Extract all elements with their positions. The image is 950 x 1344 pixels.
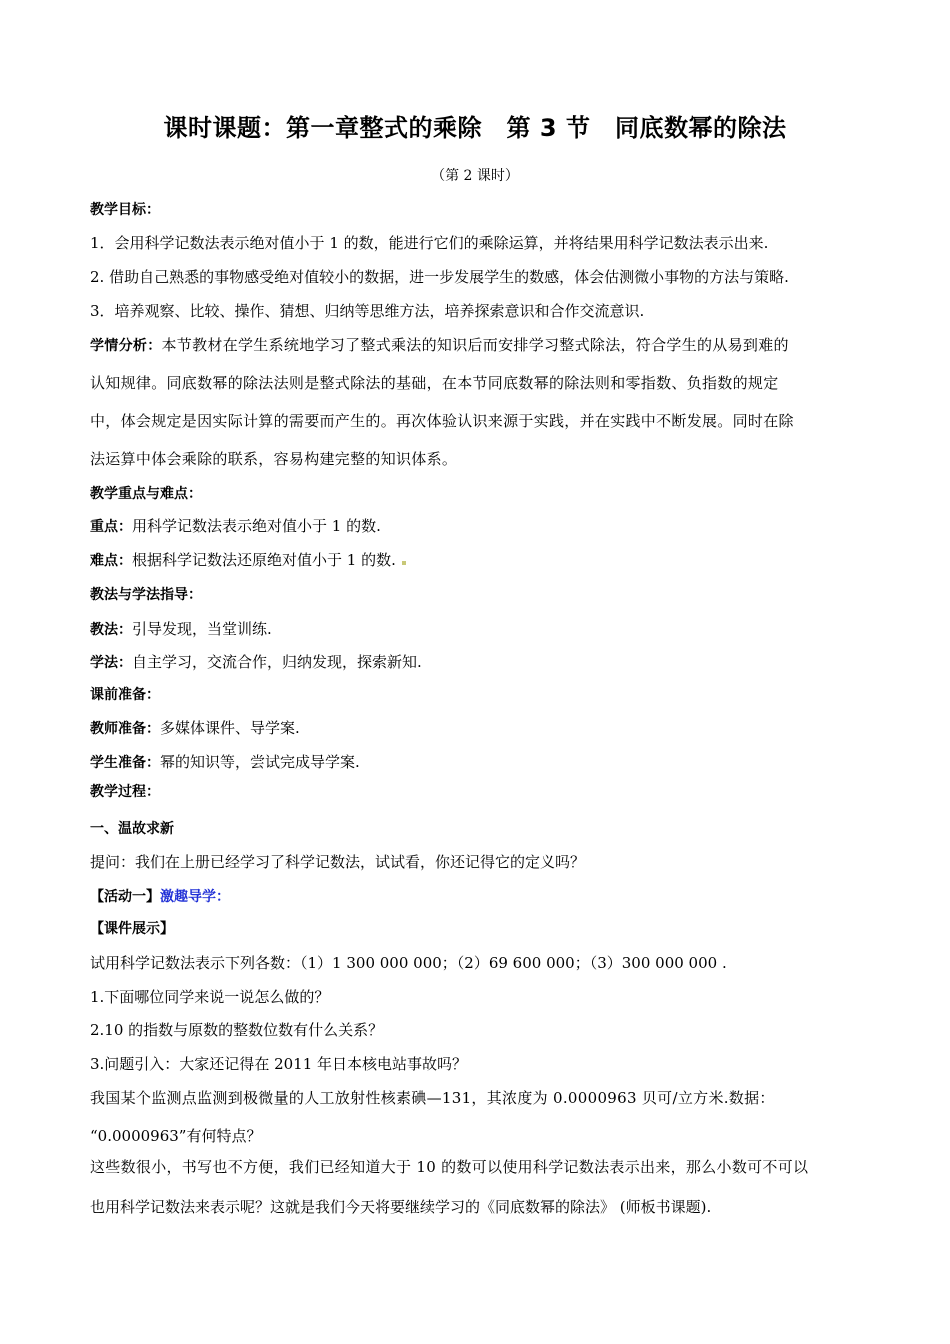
goal-item-1: 1．会用科学记数法表示绝对值小于 1 的数，能进行它们的乘除运算，并将结果用科学记数法表示出来. (90, 234, 769, 252)
activity-line (90, 886, 230, 907)
lesson-period: （第 2 课时） (431, 168, 519, 184)
analysis-line-2: 认知规律。同底数幂的除法法则是整式除法的基础，在本节同底数幂的除法则和零指数、负指数的规定 (90, 374, 779, 392)
analysis-line-3: 中，体会规定是因实际计算的需要而产生的。再次体验认识来源于实践，并在实践中不断发展。同时在除 (90, 412, 794, 430)
teach-line (90, 619, 272, 640)
teacher-prep-text: 多媒体课件、导学案. (160, 719, 300, 737)
focus-text: 用科学记数法表示绝对值小于 1 的数. (132, 517, 381, 535)
teacher-prep-label: 教师准备： (90, 721, 160, 737)
question-1: 1.下面哪位同学来说一说怎么做的？ (90, 988, 330, 1006)
page-title: 课时课题：第一章整式的乘除 第 3 节 同底数幂的除法 (163, 114, 787, 142)
question-3: 3.问题引入：大家还记得在 2011 年日本核电站事故吗？ (90, 1055, 468, 1073)
teacher-prep-line (90, 718, 300, 739)
activity-label: 【活动一】 (90, 889, 160, 905)
student-prep-line (90, 752, 360, 773)
analysis-heading: 学情分析： (90, 338, 162, 354)
methods-heading: 教法与学法指导： (90, 587, 202, 603)
stray-mark (402, 561, 406, 565)
goal-item-2: 2. 借助自己熟悉的事物感受绝对值较小的数据，进一步发展学生的数感，体会估测微小事物的方法与策略. (90, 268, 789, 286)
story-line-4: 也用科学记数法来表示呢？这就是我们今天将要继续学习的《同底数幂的除法》 (师板书课题). (90, 1198, 712, 1216)
story-line-3: 这些数很小，书写也不方便，我们已经知道大于 10 的数可以使用科学记数法表示出来，那么小数可不可以 (90, 1158, 809, 1176)
question-2: 2.10 的指数与原数的整数位数有什么关系？ (90, 1021, 384, 1039)
review-question: 提问：我们在上册已经学习了科学记数法，试试看，你还记得它的定义吗？ (90, 853, 586, 871)
goal-item-3: 3．培养观察、比较、操作、猜想、归纳等思维方法，培养探索意识和合作交流意识. (90, 302, 645, 320)
focus-line (90, 516, 381, 537)
learn-text: 自主学习，交流合作，归纳发现，探索新知. (132, 653, 422, 671)
prep-heading: 课前准备： (90, 687, 160, 703)
teach-label: 教法： (90, 622, 132, 638)
difficulty-line (90, 550, 406, 571)
story-line-1: 我国某个监测点监测到极微量的人工放射性核素碘—131，其浓度为 0.0000963 贝可/立方米.数据： (90, 1089, 775, 1107)
activity-title: 激趣导学： (160, 889, 230, 905)
display-label: 【课件展示】 (90, 921, 174, 937)
analysis-line-1 (90, 335, 789, 356)
process-heading: 教学过程： (90, 784, 160, 800)
teach-text: 引导发现，当堂训练. (132, 620, 272, 638)
exercise-line: 试用科学记数法表示下列各数：（1）1 300 000 000；（2）69 600 000；（3）300 000 000 . (90, 954, 727, 972)
focus-label: 重点： (90, 519, 132, 535)
analysis-line-4: 法运算中体会乘除的联系，容易构建完整的知识体系。 (90, 450, 458, 468)
key-points-heading: 教学重点与难点： (90, 486, 202, 502)
difficulty-text: 根据科学记数法还原绝对值小于 1 的数. (132, 551, 396, 569)
story-line-2: “0.0000963”有何特点？ (90, 1127, 262, 1145)
learn-label: 学法： (90, 655, 132, 671)
goals-heading: 教学目标： (90, 202, 160, 218)
learn-line (90, 652, 422, 673)
difficulty-label: 难点： (90, 553, 132, 569)
analysis-text-1: 本节教材在学生系统地学习了整式乘法的知识后而安排学习整式除法，符合学生的从易到难的 (161, 336, 789, 354)
student-prep-label: 学生准备： (90, 755, 160, 771)
section-review-heading: 一、温故求新 (90, 821, 174, 837)
student-prep-text: 幂的知识等，尝试完成导学案. (160, 753, 360, 771)
